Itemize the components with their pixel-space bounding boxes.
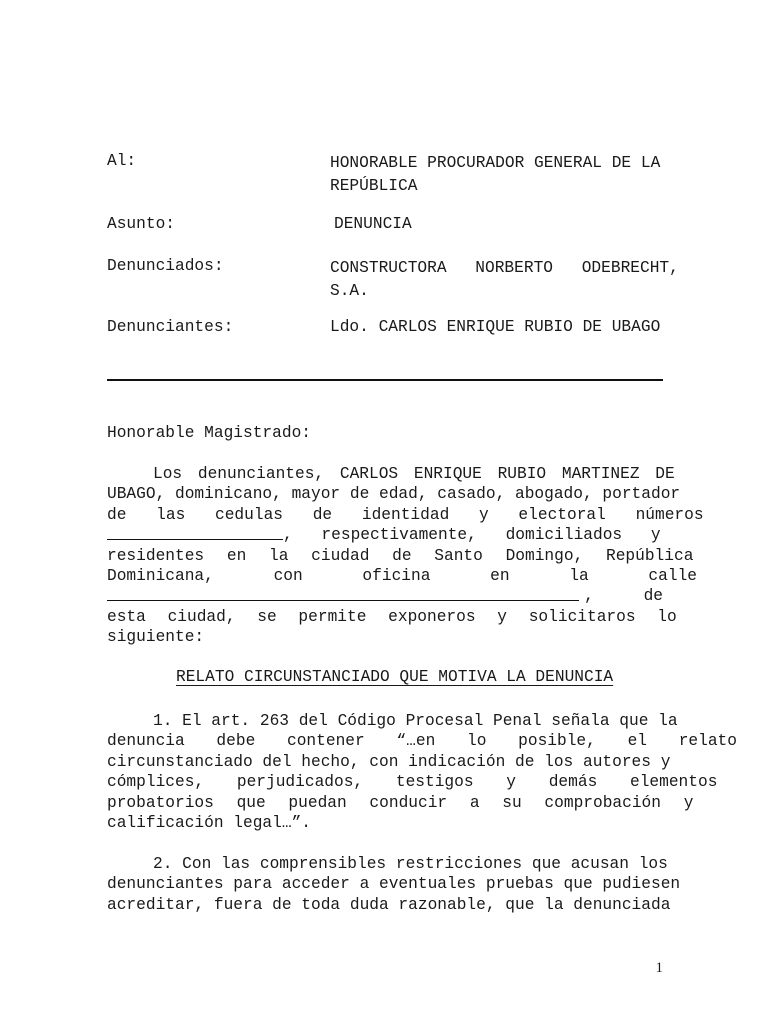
p1-line5: probatorios que puedan conducir a su comprobación y [107, 793, 694, 812]
intro-line4 [107, 525, 663, 545]
denunciados-value-line2: S.A. [330, 282, 369, 300]
al-value-line1 [330, 152, 663, 175]
p1-line3: circunstanciado del hecho, con indicación de los autores y [107, 752, 671, 771]
denunciantes-label: Denunciantes: [107, 318, 234, 336]
p2-line2: denunciantes para acceder a eventuales pruebas que pudiesen [107, 875, 681, 894]
intro-paragraph [107, 464, 704, 648]
denunciados-value [330, 257, 679, 303]
asunto-value: DENUNCIA [334, 215, 412, 233]
intro-line1-text: Los denunciantes, CARLOS ENRIQUE RUBIO MARTINEZ DE [153, 465, 675, 483]
al-label: Al: [107, 152, 137, 170]
intro-line5: residentes en la ciudad de Santo Domingo, República [107, 546, 694, 565]
salutation: Honorable Magistrado: [107, 424, 311, 442]
p1-line1: 1. El art. 263 del Código Procesal Penal señala que la [153, 712, 678, 730]
paragraph-2 [107, 854, 681, 915]
al-value [330, 152, 663, 198]
header-divider [107, 379, 663, 381]
paragraph-1 [107, 711, 737, 833]
p1-line2: denuncia debe contener “…en lo posible, el relato [107, 732, 737, 751]
page-number: 1 [655, 960, 663, 976]
denunciados-label: Denunciados: [107, 257, 224, 275]
intro-line7 [107, 586, 663, 606]
denunciantes-value: Ldo. CARLOS ENRIQUE RUBIO DE UBAGO [330, 318, 661, 336]
p2-line3: acreditar, fuera de toda duda razonable, que la denunciada [107, 895, 671, 914]
intro-line9: siguiente: [107, 628, 205, 647]
denunciados-value-line1: CONSTRUCTORA NORBERTO ODEBRECHT, [330, 259, 679, 277]
intro-line1 [107, 464, 675, 484]
al-value-line2: REPÚBLICA [330, 177, 418, 195]
intro-line7-text: , de [584, 587, 663, 606]
address-blank [107, 586, 579, 601]
intro-line2: UBAGO, dominicano, mayor de edad, casado, abogado, portador [107, 485, 681, 504]
id-number-blank [107, 525, 283, 540]
p2-line1: 2. Con las comprensibles restricciones que acusan los [153, 855, 668, 873]
intro-line3: de las cedulas de identidad y electoral números [107, 505, 704, 524]
intro-line8: esta ciudad, se permite exponeros y solicitaros lo [107, 607, 677, 626]
intro-line6: Dominicana, con oficina en la calle [107, 567, 697, 586]
asunto-label: Asunto: [107, 215, 175, 233]
intro-line4-text: , respectivamente, domiciliados y [283, 526, 661, 545]
section-heading: RELATO CIRCUNSTANCIADO QUE MOTIVA LA DENUNCIA [176, 668, 614, 686]
al-value-line1-text: HONORABLE PROCURADOR GENERAL DE LA [330, 154, 661, 172]
p1-line6: calificación legal…”. [107, 814, 311, 833]
p1-line4: cómplices, perjudicados, testigos y demás elementos [107, 773, 718, 792]
